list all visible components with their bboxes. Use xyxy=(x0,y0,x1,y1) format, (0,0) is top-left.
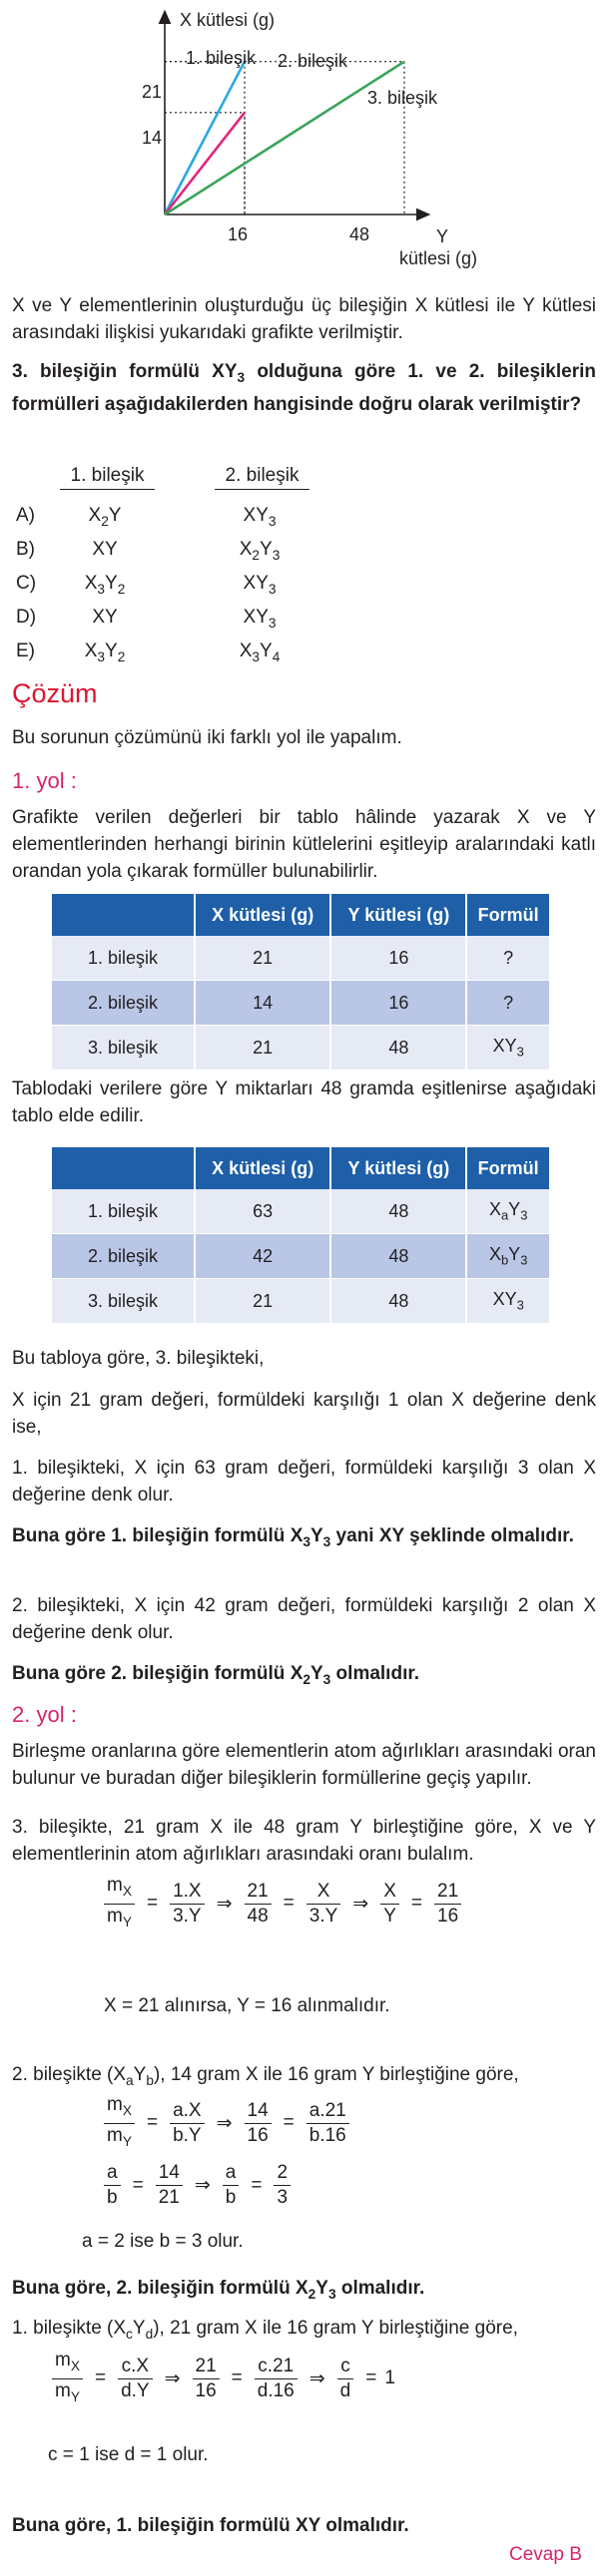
option-formula-1: XY xyxy=(92,607,118,628)
x-axis-label-line1: Y xyxy=(436,226,449,246)
series-label-2: 2. bileşik xyxy=(278,51,348,71)
table-corner xyxy=(52,1147,195,1189)
option-row[interactable] xyxy=(0,505,399,535)
x-tick-label: 48 xyxy=(349,224,370,244)
solution-title: Çözüm xyxy=(12,678,98,708)
option-letter: D) xyxy=(16,607,37,628)
option-formula-2: $XY_3$ xyxy=(243,505,277,529)
formula-cell: ? xyxy=(466,981,550,1026)
way2-text: Birleşme oranlarına göre elementlerin atom ağırlıkları arasındaki oran bulunur ve buradan diğer bileşiklerin formüllerine geçiş yapılır. xyxy=(12,1741,596,1789)
mass-relation-chart xyxy=(0,0,608,289)
y-tick-label: 14 xyxy=(142,128,163,148)
y-mass-cell: 48 xyxy=(330,1026,466,1071)
row-label: 3. bileşik xyxy=(52,1026,195,1071)
table-header: Formül xyxy=(466,1147,550,1189)
option-formula-1: $X_2Y$ xyxy=(88,505,122,529)
way2-paragraph: 3. bileşikte, 21 gram X ile 48 gram Y birleştiğine göre, X ve Y elementlerinin atom ağırlıkları arasındaki oranı bulalım. xyxy=(12,1817,596,1865)
x-mass-cell: 63 xyxy=(195,1189,330,1234)
table-row xyxy=(52,981,550,1026)
equation-3-note: a = 2 ise b = 3 olur. xyxy=(82,2231,244,2252)
paragraph: Bu tabloya göre, 3. bileşikteki, xyxy=(12,1348,265,1369)
option-row[interactable] xyxy=(0,573,399,603)
formula-cell: $X_bY_3$ xyxy=(466,1234,550,1279)
options-header-1: 1. bileşik xyxy=(60,465,155,490)
x-mass-cell: 21 xyxy=(195,936,330,981)
x-tick-label: 16 xyxy=(228,224,249,244)
final-conclusion: Buna göre, 1. bileşiğin formülü XY olmalıdır. xyxy=(12,2515,409,2536)
row-label: 1. bileşik xyxy=(52,1189,195,1234)
equation-4-note: c = 1 ise d = 1 olur. xyxy=(48,2444,209,2465)
formula-cell: $X_aY_3$ xyxy=(466,1189,550,1234)
series-line-3 xyxy=(165,62,404,215)
option-row[interactable] xyxy=(0,641,399,670)
series-label-3: 3. bileşik xyxy=(367,88,438,108)
row-label: 2. bileşik xyxy=(52,981,195,1026)
equation-2: $\frac{m_X}{m_Y}$ = $\frac{a.X}{b.Y}$ ⇒ $\frac{14}{16}$ = $\frac{a.21}{b.16}$ xyxy=(100,2093,353,2154)
series-label-1: 1. bileşik xyxy=(186,48,257,68)
paragraph: 2. bileşikteki, X için 42 gram değeri, formüldeki karşılığı 2 olan X değerine denk olur. xyxy=(12,1595,596,1643)
options-header-2: 2. bileşik xyxy=(215,465,309,490)
option-row[interactable] xyxy=(0,607,399,637)
formula-cell: ? xyxy=(466,936,550,981)
table-row xyxy=(52,1026,550,1071)
way2-title: 2. yol : xyxy=(12,1702,77,1727)
x-mass-cell: 21 xyxy=(195,1279,330,1324)
equation-4: $\frac{m_X}{m_Y}$ = $\frac{c.X}{d.Y}$ ⇒ $\frac{21}{16}$ = $\frac{c.21}{d.16}$ ⇒ $\frac{c}{d}$ = 1 xyxy=(48,2349,395,2409)
formula-cell: $XY_3$ xyxy=(466,1279,550,1324)
series-line-2 xyxy=(165,113,245,215)
option-letter: A) xyxy=(16,505,35,526)
option-row[interactable] xyxy=(0,539,399,569)
table-row xyxy=(52,1279,550,1324)
table-row xyxy=(52,1234,550,1279)
table-header: Y kütlesi (g) xyxy=(330,894,466,936)
option-formula-1: $X_3Y_2$ xyxy=(84,573,126,597)
option-letter: C) xyxy=(16,573,37,594)
y-tick-label: 21 xyxy=(142,82,163,102)
row-label: 3. bileşik xyxy=(52,1279,195,1324)
answer-label: Cevap B xyxy=(509,2544,582,2565)
row-label: 1. bileşik xyxy=(52,936,195,981)
y-mass-cell: 16 xyxy=(330,981,466,1026)
table-header: X kütlesi (g) xyxy=(195,894,330,936)
way2-paragraph-2: 2. bileşikte $(X_aY_b)$, 14 gram X ile 16 gram Y birleştiğine göre, xyxy=(12,2064,519,2088)
equation-3: $\frac{a}{b}$ = $\frac{14}{21}$ ⇒ $\frac{a}{b}$ = $\frac{2}{3}$ xyxy=(100,2161,295,2210)
question-prompt: 3. bileşiğin formülü $XY_3$ olduğuna göre 1. ve 2. bileşiklerin formülleri aşağıdakilerden hangisinde doğru olarak verilmiştir? xyxy=(12,361,596,415)
option-formula-1: $X_3Y_2$ xyxy=(84,641,126,664)
option-letter: E) xyxy=(16,641,35,661)
conclusion-2: Buna göre 2. bileşiğin formülü $X_2Y_3$ olmalıdır. xyxy=(12,1663,419,1687)
way1-title: 1. yol : xyxy=(12,768,77,793)
option-formula-2: $XY_3$ xyxy=(243,607,277,631)
equation-1-note: X = 21 alınırsa, Y = 16 alınmalıdır. xyxy=(104,1995,390,2016)
solution-intro: Bu sorunun çözümünü iki farklı yol ile yapalım. xyxy=(12,727,402,748)
option-letter: B) xyxy=(16,539,35,560)
y-mass-cell: 48 xyxy=(330,1189,466,1234)
x-mass-cell: 42 xyxy=(195,1234,330,1279)
table-header: Formül xyxy=(466,894,550,936)
option-formula-1: XY xyxy=(92,539,118,560)
table-row xyxy=(52,936,550,981)
table-header: X kütlesi (g) xyxy=(195,1147,330,1189)
option-formula-2: $XY_3$ xyxy=(243,573,277,597)
table-1 xyxy=(52,894,551,1071)
way2-paragraph-3: 1. bileşikte $(X_cY_d)$, 21 gram X ile 16 gram Y birleştiğine göre, xyxy=(12,2318,518,2342)
row-label: 2. bileşik xyxy=(52,1234,195,1279)
conclusion-3: Buna göre, 2. bileşiğin formülü $X_2Y_3$ olmalıdır. xyxy=(12,2278,425,2302)
x-axis-label-line2: kütlesi (g) xyxy=(399,248,478,268)
conclusion-1: Buna göre 1. bileşiğin formülü $X_3Y_3$ yani XY şeklinde olmalıdır. xyxy=(12,1525,574,1549)
y-mass-cell: 16 xyxy=(330,936,466,981)
series-line-1 xyxy=(165,62,245,215)
question-text: X ve Y elementlerinin oluşturduğu üç bileşiğin X kütlesi ile Y kütlesi arasındaki ilişkisi yukarıdaki grafikte verilmiştir. xyxy=(12,295,596,343)
y-mass-cell: 48 xyxy=(330,1234,466,1279)
paragraph: 1. bileşikteki, X için 63 gram değeri, formüldeki karşılığı 3 olan X değerine denk olur. xyxy=(12,1458,596,1505)
table-header: Y kütlesi (g) xyxy=(330,1147,466,1189)
formula-cell: $XY_3$ xyxy=(466,1026,550,1071)
paragraph: X için 21 gram değeri, formüldeki karşılığı 1 olan X değerine denk ise, xyxy=(12,1390,596,1438)
between-tables-text: Tablodaki verilere göre Y miktarları 48 gramda eşitlenirse aşağıdaki tablo elde edilir. xyxy=(12,1078,596,1126)
x-mass-cell: 21 xyxy=(195,1026,330,1071)
option-formula-2: $X_3Y_4$ xyxy=(239,641,281,664)
option-formula-2: $X_2Y_3$ xyxy=(239,539,281,563)
table-2 xyxy=(52,1147,551,1324)
way1-text: Grafikte verilen değerleri bir tablo hâlinde yazarak X ve Y elementlerinden herhangi birinin kütlelerini eşitleyip aralarındaki katlı orandan yola çıkarak formüller bulunabilirlir. xyxy=(12,807,596,882)
equation-1: $\frac{m_X}{m_Y}$ = $\frac{1.X}{3.Y}$ ⇒ $\frac{21}{48}$ = $\frac{X}{3.Y}$ ⇒ $\frac{X}{Y}$ = $\frac{21}{16}$ xyxy=(100,1874,465,1934)
x-mass-cell: 14 xyxy=(195,981,330,1026)
table-corner xyxy=(52,894,195,936)
y-mass-cell: 48 xyxy=(330,1279,466,1324)
y-axis-label: X kütlesi (g) xyxy=(180,10,276,30)
table-row xyxy=(52,1189,550,1234)
